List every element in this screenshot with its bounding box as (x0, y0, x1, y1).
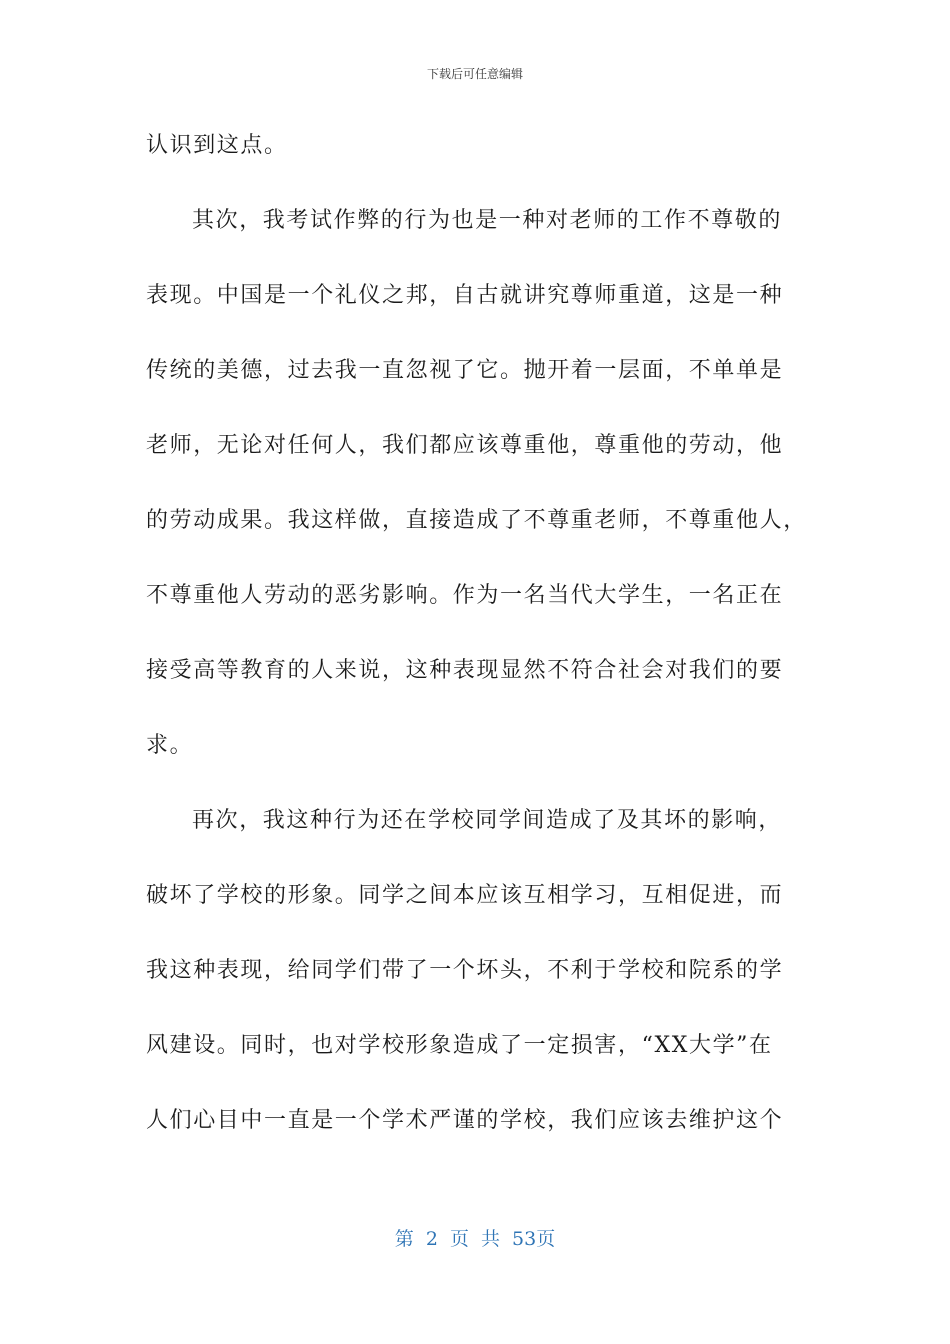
text-line: 不尊重他人劳动的恶劣影响。作为一名当代大学生，一名正在 (146, 583, 784, 608)
text-line: 人们心目中一直是一个学术严谨的学校，我们应该去维护这个 (146, 1108, 784, 1133)
page-header: 下载后可任意编辑 (426, 67, 523, 81)
text-line: 的劳动成果。我这样做，直接造成了不尊重老师，不尊重他人， (146, 508, 807, 533)
document-body (146, 126, 807, 1176)
text-line: 我这种表现，给同学们带了一个坏头，不利于学校和院系的学 (146, 958, 784, 983)
text-line: 传统的美德，过去我一直忽视了它。抛开着一层面，不单单是 (146, 358, 784, 383)
page-number-footer: 第 2 页 共 53页 (394, 1228, 556, 1250)
text-line: 求。 (146, 733, 194, 758)
text-line: 认识到这点。 (146, 133, 288, 158)
text-line: 接受高等教育的人来说，这种表现显然不符合社会对我们的要 (146, 658, 784, 683)
text-line: 老师，无论对任何人，我们都应该尊重他，尊重他的劳动，他 (146, 433, 784, 458)
paragraph-first-line: 再次，我这种行为还在学校同学间造成了及其坏的影响， (192, 808, 783, 833)
text-line: 表现。中国是一个礼仪之邦，自古就讲究尊师重道，这是一种 (146, 283, 784, 308)
text-line: 破坏了学校的形象。同学之间本应该互相学习，互相促进，而 (146, 883, 784, 908)
paragraph-first-line: 其次，我考试作弊的行为也是一种对老师的工作不尊敬的 (192, 208, 783, 233)
text-line: 风建设。同时，也对学校形象造成了一定损害，“XX大学”在 (146, 1033, 773, 1058)
